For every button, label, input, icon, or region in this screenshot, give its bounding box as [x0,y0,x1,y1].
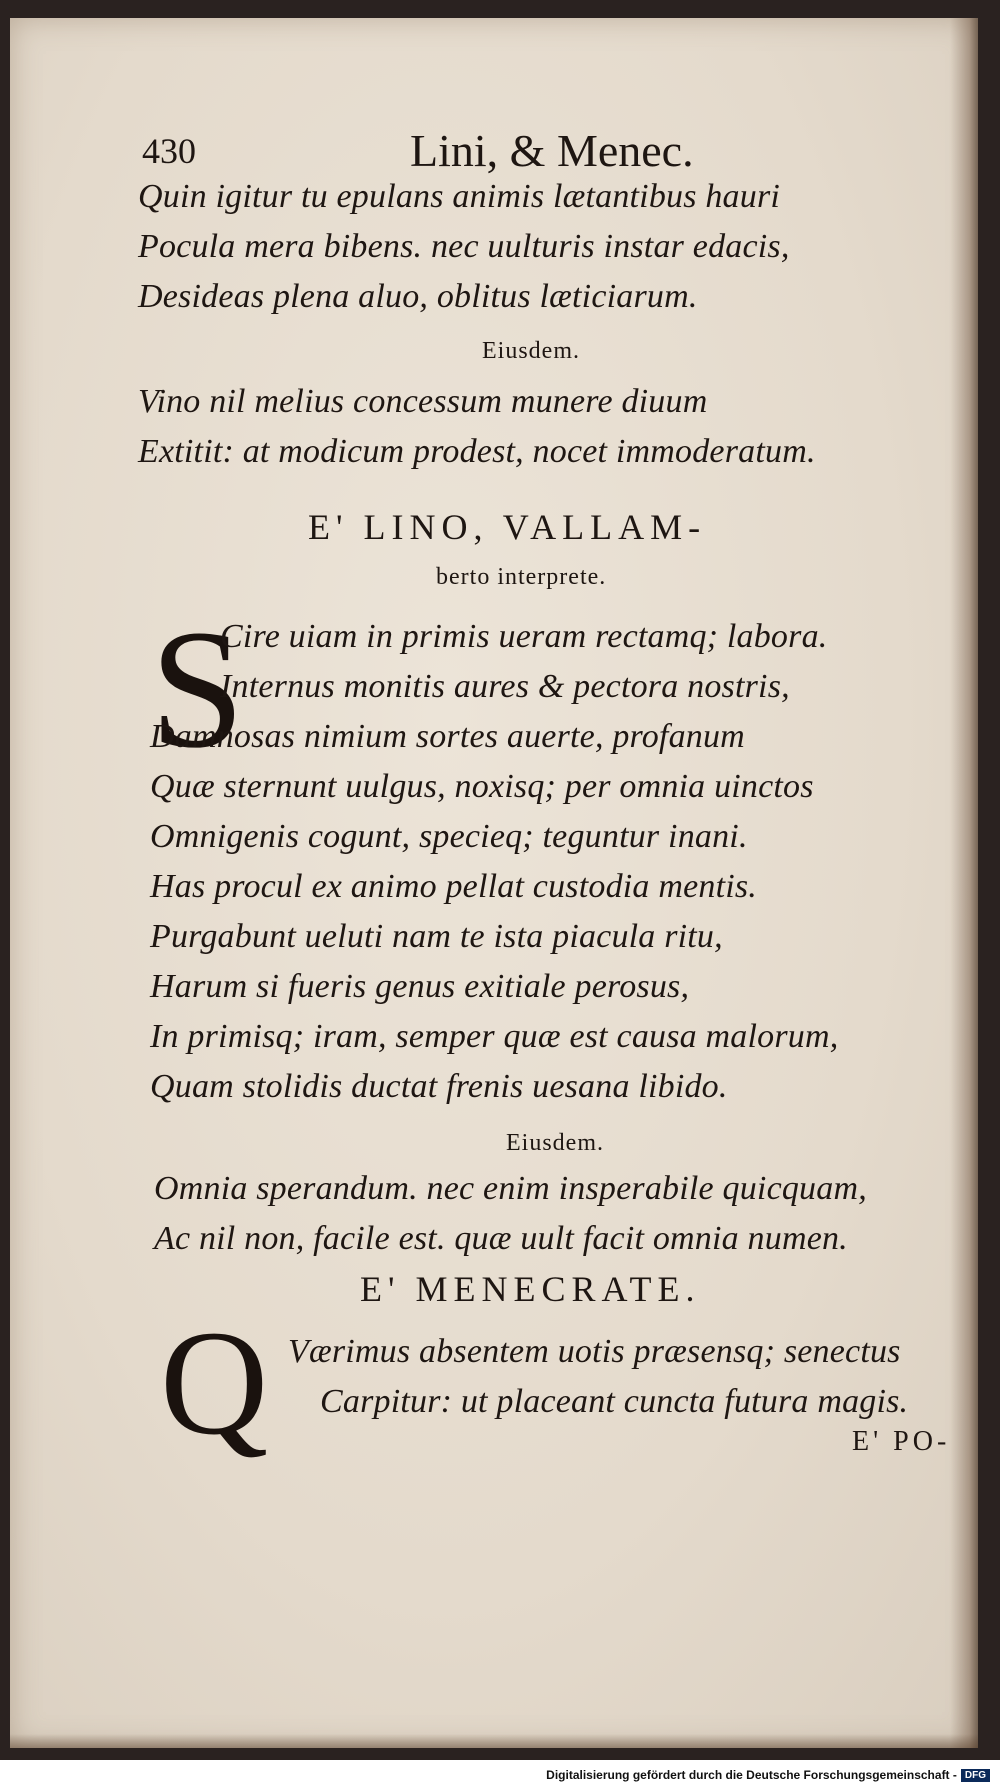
footer-credit: Digitalisierung gefördert durch die Deutsche Forschungsgemeinschaft - [546,1768,957,1782]
eiusdem-caption: Eiusdem. [482,338,580,364]
drop-cap: S [150,595,245,783]
verse-line: Has procul ex animo pellat custodia mentis. [150,868,757,905]
verse-line: Værimus absentem uotis præsensq; senectus [288,1333,901,1370]
eiusdem-caption: Eiusdem. [506,1130,604,1156]
verse-line: Quin igitur tu epulans animis lætantibus hauri [138,178,781,215]
section-subheading: berto interprete. [436,564,607,590]
page-number: 430 [142,131,196,171]
dfg-logo: DFG [961,1769,990,1782]
verse-line: Damnosas nimium sortes auerte, profanum [150,718,745,755]
verse-line: Carpitur: ut placeant cuncta futura magis. [320,1383,909,1420]
verse-line: Quæ sternunt uulgus, noxisq; per omnia uinctos [150,768,814,805]
digitization-footer [546,1764,990,1786]
page-edge-shadow [950,18,978,1748]
verse-line: Ac nil non, facile est. quæ uult facit omnia numen. [154,1220,848,1257]
verse-line: Omnigenis cogunt, specieq; teguntur inani. [150,818,748,855]
verse-line: Desideas plena aluo, oblitus læticiarum. [138,278,698,315]
verse-line: Vino nil melius concessum munere diuum [138,383,708,420]
verse-line: Cire uiam in primis ueram rectamq; labora. [220,618,828,655]
drop-cap: Q [160,1300,269,1466]
verse-line: Quam stolidis ductat frenis uesana libido. [150,1068,728,1105]
verse-line: Purgabunt ueluti nam te ista piacula ritu, [150,918,723,955]
running-title: Lini, & Menec. [410,125,694,176]
verse-line: Pocula mera bibens. nec uulturis instar edacis, [138,228,790,265]
verse-line: Extitit: at modicum prodest, nocet immoderatum. [138,433,816,470]
verse-line: In primisq; iram, semper quæ est causa malorum, [150,1018,839,1055]
section-heading: E' MENECRATE. [360,1269,701,1309]
section-heading: E' LINO, VALLAM- [308,507,707,547]
book-page [10,18,978,1748]
page-bottom-shadow [10,1734,978,1748]
verse-line: Harum si fueris genus exitiale perosus, [150,968,690,1005]
verse-line: Internus monitis aures & pectora nostris, [220,668,790,705]
verse-line: Omnia sperandum. nec enim insperabile quicquam, [154,1170,867,1207]
catchword: E' PO- [852,1426,951,1457]
